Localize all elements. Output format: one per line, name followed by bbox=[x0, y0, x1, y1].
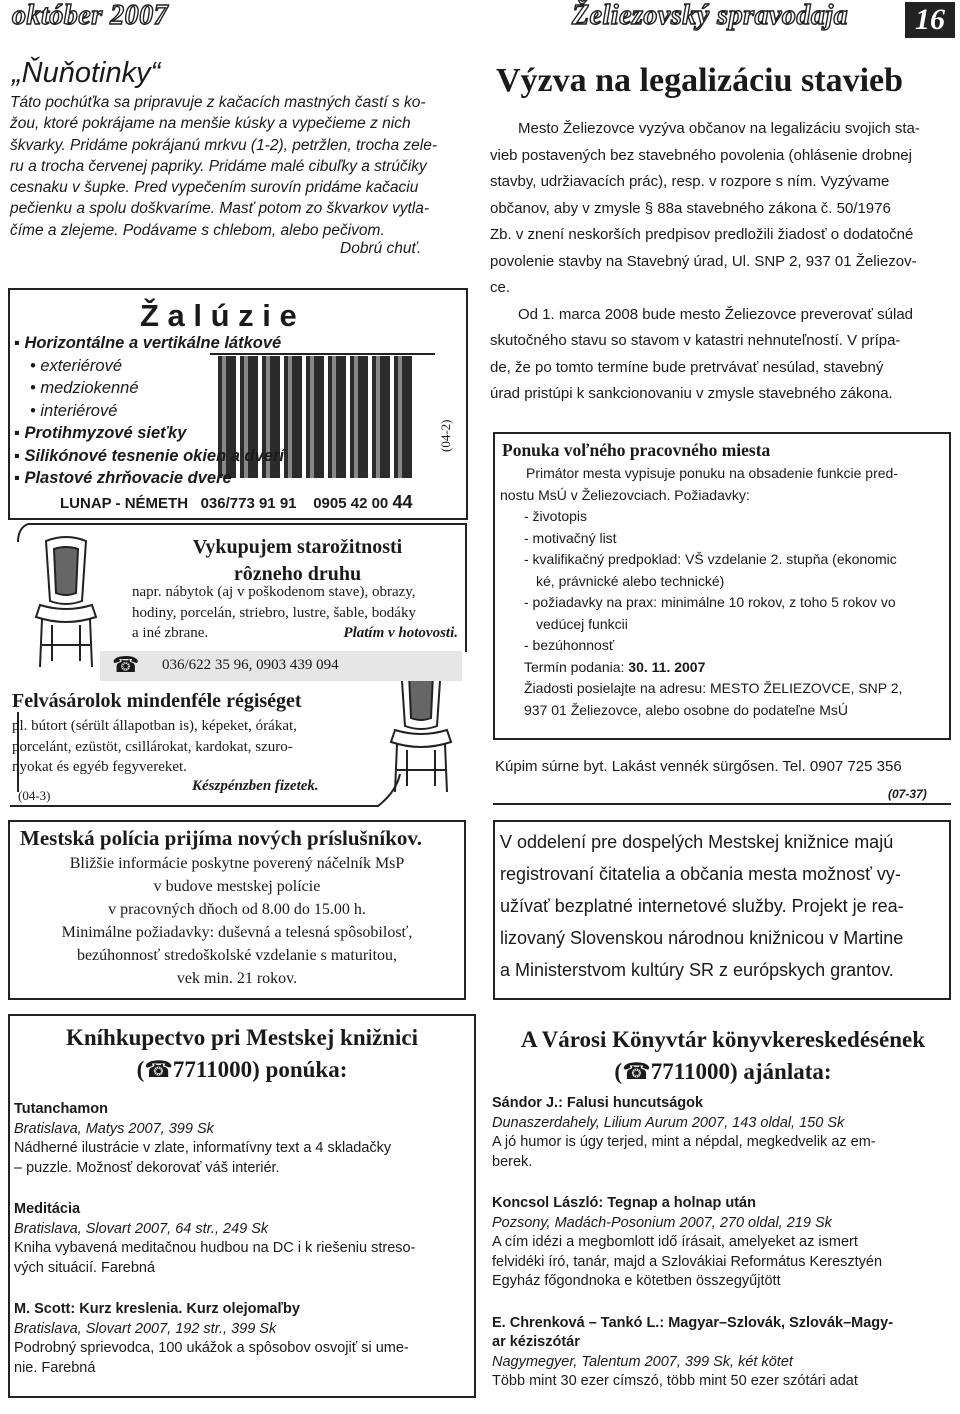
bullet-square-icon: ▪ bbox=[14, 424, 25, 442]
antiques-hu-line: pl. bútort (sérült állapotban is), képeket, órákat, bbox=[12, 718, 297, 734]
book-publisher: Bratislava, Slovart 2007, 64 str., 249 Sk bbox=[14, 1220, 269, 1237]
book-title: Tutanchamon bbox=[14, 1101, 108, 1117]
bullet-square-icon: ▪ bbox=[14, 469, 25, 487]
phone-icon: ☎ bbox=[112, 653, 140, 678]
job-req: - motivačný list bbox=[524, 529, 617, 546]
zaluzie-title: Ž a l ú z i e bbox=[140, 298, 297, 333]
book-publisher: Bratislava, Matys 2007, 399 Sk bbox=[14, 1120, 214, 1137]
police-line: v pracovných dňoch od 8.00 do 15.00 h. bbox=[108, 901, 366, 918]
job-req: vedúcej funkcii bbox=[536, 615, 628, 632]
book-desc: A jó humor is úgy terjed, mint a népdal, megkedvelik az em- bbox=[492, 1134, 876, 1150]
header-paper-title: Želiezovský spravodaja bbox=[572, 0, 849, 31]
library-notice-line: registrovaní čitatelia a občania mesta možnosť vy- bbox=[500, 864, 901, 884]
book-desc: Podrobný sprievodca, 100 ukážok a spôsobov osvojiť si ume- bbox=[14, 1340, 409, 1356]
police-line: v budove mestskej polície bbox=[153, 878, 321, 895]
zaluzie-contact bbox=[60, 492, 412, 513]
book-publisher: Bratislava, Slovart 2007, 192 str., 399 Sk bbox=[14, 1320, 277, 1337]
legal-line: úrad pristúpi k sankcionovaniu v zmysle stavebného zákona. bbox=[490, 385, 893, 402]
job-req: - požiadavky na prax: minimálne 10 rokov, z toho 5 rokov vo bbox=[524, 594, 896, 610]
recipe-line: žou, ktoré pokrájame na menšie kúsky a vypečieme z nich bbox=[10, 115, 411, 133]
book-desc: A cím idézi a megbomlott idő írásait, amelyeket az ismert bbox=[492, 1234, 858, 1250]
bookshop-hu-title-line: A Városi Könyvtár könyvkereskedésének bbox=[520, 1027, 926, 1052]
antiques-hu-pay: Készpénzben fizetek. bbox=[192, 778, 319, 794]
library-notice-line: užívať bezplatné internetové služby. Projekt je rea- bbox=[500, 896, 904, 916]
book-desc: Több mint 30 ezer címszó, több mint 50 ezer szótári adat bbox=[492, 1373, 858, 1389]
antiques-hu-line: nyokat és egyéb fegyvereket. bbox=[12, 759, 187, 775]
job-deadline-date: 30. 11. 2007 bbox=[628, 658, 706, 675]
book-title: Koncsol László: Tegnap a holnap után bbox=[492, 1195, 756, 1211]
classified-code: (07-37) bbox=[888, 787, 927, 801]
zaluzie-item: ▪ Silikónové tesnenie okien a dverí bbox=[14, 446, 284, 465]
book-item bbox=[492, 1094, 952, 1172]
zaluzie-item: ▪ Protihmyzové sieťky bbox=[14, 424, 187, 442]
recipe-line: ru a trocha červenej papriky. Pridáme malé cibuľky a strúčiky bbox=[10, 157, 427, 175]
recipe-line: cesnaku v šupke. Pred vypečením surovín pridáme kačaciu bbox=[10, 179, 419, 197]
header-date: október 2007 bbox=[12, 0, 169, 31]
book-title: Meditácia bbox=[14, 1201, 81, 1217]
antiques-body bbox=[132, 582, 462, 644]
zaluzie-code: (04-2) bbox=[438, 419, 453, 452]
book-title: M. Scott: Kurz kreslenia. Kurz olejomaľby bbox=[14, 1301, 300, 1317]
legal-line: ce. bbox=[490, 279, 511, 296]
book-desc: Kniha vybavená meditačnou hudbou na DC i k riešeniu streso- bbox=[14, 1240, 416, 1256]
book-desc: – puzzle. Možnosť dekorovať váš interiér. bbox=[14, 1159, 280, 1176]
bookshop-hu-list bbox=[492, 1094, 952, 1414]
contact-name: LUNAP - NÉMETH bbox=[60, 495, 189, 512]
phone-icon: ☎ bbox=[144, 1057, 173, 1083]
book-desc: nie. Farebná bbox=[14, 1359, 96, 1376]
job-req: - životopis bbox=[524, 508, 588, 524]
phone-icon: ☎ bbox=[622, 1059, 651, 1085]
job-title: Ponuka voľného pracovného miesta bbox=[502, 440, 771, 460]
bookshop-sk-phone: (☎7711000) ponúka: bbox=[136, 1057, 348, 1083]
legal-line: občanov, aby v zmysle § 88a stavebného zákona č. 50/1976 bbox=[490, 199, 891, 217]
recipe-line: škvarky. Pridáme pokrájanú mrkvu (1-2), petržlen, trocha zele- bbox=[10, 136, 437, 154]
legal-line: de, že po tomto termíne bude pretrvávať nesúlad, stavebný bbox=[490, 358, 884, 376]
zaluzie-item: ▪ Horizontálne a vertikálne látkové bbox=[14, 334, 282, 352]
book-title: ar kéziszótár bbox=[492, 1334, 580, 1350]
zaluzie-subitem: • interiérové bbox=[30, 401, 118, 420]
legal-line: skutočného stavu so stavom v katastri nehnuteľností. V prípa- bbox=[490, 332, 901, 349]
book-item bbox=[14, 1100, 472, 1178]
antiques-hu-line: porcelánt, ezüstöt, csillárokat, kardokat, szuro- bbox=[12, 738, 293, 755]
book-item bbox=[492, 1314, 952, 1392]
book-publisher: Dunaszerdahely, Lilium Aurum 2007, 143 oldal, 150 Sk bbox=[492, 1114, 845, 1131]
legal-title: Výzva na legalizáciu stavieb bbox=[496, 62, 904, 99]
recipe-title: „Ňuňotinky“ bbox=[12, 57, 161, 89]
zaluzie-item: ▪ Plastové zhrňovacie dvere bbox=[14, 469, 232, 487]
antiques-hu-title: Felvásárolok mindenféle régiséget bbox=[12, 690, 302, 712]
antiques-line: napr. nábytok (aj v poškodenom stave), obrazy, bbox=[132, 584, 416, 600]
library-notice-line: V oddelení pre dospelých Mestskej knižnice majú bbox=[500, 832, 894, 852]
police-title: Mestská polícia prijíma nových príslušníkov. bbox=[20, 826, 422, 850]
job-line: nostu MsÚ v Želiezovciach. Požiadavky: bbox=[500, 486, 750, 503]
book-desc: Nádherné ilustrácie v zlate, informatívny text a 4 skladačky bbox=[14, 1140, 392, 1156]
contact-phone: 036/773 91 91 bbox=[200, 495, 297, 512]
contact-mobile-end: 44 bbox=[392, 492, 413, 512]
antiques-title-line: Vykupujem starožitnosti bbox=[192, 536, 403, 558]
contact-mobile: 0905 42 00 bbox=[313, 495, 393, 512]
page-number: 16 bbox=[905, 2, 955, 38]
chair-icon bbox=[30, 535, 102, 675]
book-item bbox=[14, 1300, 472, 1378]
job-body bbox=[500, 463, 948, 721]
library-notice-line: lizovaný Slovenskou národnou knižnicou v Martine bbox=[500, 928, 904, 948]
legal-line: Mesto Želiezovce vyzýva občanov na legalizáciu svojich sta- bbox=[518, 120, 920, 137]
antiques-pay: Platím v hotovosti. bbox=[343, 625, 458, 641]
job-req: ké, právnické alebo technické) bbox=[536, 572, 725, 589]
library-notice-line: a Ministerstvom kultúry SR z európskych grantov. bbox=[500, 960, 894, 980]
library-notice-body bbox=[500, 826, 904, 986]
job-deadline: Termín podania: 30. 11. 2007 bbox=[524, 658, 706, 675]
divider bbox=[493, 803, 951, 805]
zaluzie-subitem: • medziokenné bbox=[30, 379, 139, 397]
antiques-title bbox=[175, 534, 420, 588]
recipe-line: pečienku a spolu doškvaríme. Masť potom zo škvarkov vytla- bbox=[10, 200, 429, 218]
antiques-code: (04-3) bbox=[18, 788, 51, 803]
book-desc: berek. bbox=[492, 1153, 533, 1170]
bullet-dot-icon: • bbox=[30, 356, 41, 375]
police-line: vek min. 21 rokov. bbox=[176, 970, 298, 987]
zaluzie-subitem: • exteriérové bbox=[30, 356, 122, 375]
job-line: Primátor mesta vypisuje ponuku na obsadenie funkcie pred- bbox=[526, 465, 898, 481]
legal-body bbox=[490, 116, 955, 408]
bookshop-sk-title-line: Kníhkupectvo pri Mestskej knižnici bbox=[65, 1025, 419, 1050]
bookshop-hu-title bbox=[486, 1024, 960, 1088]
book-item bbox=[492, 1194, 952, 1292]
recipe-body bbox=[10, 92, 460, 241]
recipe-line: Táto pochúťka sa pripravuje z kačacích mastných častí s ko- bbox=[10, 94, 426, 111]
police-body bbox=[8, 852, 466, 990]
antiques-phone: 036/622 35 96, 0903 439 094 bbox=[162, 657, 339, 673]
bullet-square-icon: ▪ bbox=[14, 334, 25, 352]
antiques-line: a iné zbrane. Platím v hotovosti. bbox=[132, 623, 462, 644]
bullet-dot-icon: • bbox=[30, 401, 41, 420]
book-desc: Egyház főgondnoka e kötetben összegyűjtött bbox=[492, 1273, 781, 1289]
police-line: bezúhonnosť stredoškolské vzdelanie s maturitou, bbox=[76, 947, 398, 964]
bullet-square-icon: ▪ bbox=[14, 446, 25, 465]
book-desc: felvidéki író, tanár, majd a Szlovákiai Református Keresztyén bbox=[492, 1253, 883, 1270]
recipe-sign: Dobrú chuť. bbox=[340, 240, 422, 257]
legal-line: povolenie stavby na Stavebný úrad, Ul. SNP 2, 937 01 Želiezov- bbox=[490, 252, 917, 270]
job-line: Žiadosti posielajte na adresu: MESTO ŽELIEZOVCE, SNP 2, bbox=[524, 680, 903, 696]
book-item bbox=[14, 1200, 472, 1278]
bookshop-sk-title bbox=[8, 1022, 476, 1086]
book-title: Sándor J.: Falusi huncutságok bbox=[492, 1095, 704, 1111]
chair-icon bbox=[385, 660, 457, 800]
book-desc: vých situácií. Farebná bbox=[14, 1259, 156, 1276]
legal-line: Zb. v znení neskorších predpisov predložili žiadosť o dodatočné bbox=[490, 226, 914, 243]
legal-line: stavby, udržiavacích prác), resp. v rozpore s ním. Vyzývame bbox=[490, 173, 890, 190]
book-publisher: Pozsony, Madách-Posonium 2007, 270 oldal, 219 Sk bbox=[492, 1214, 832, 1231]
zaluzie-list bbox=[14, 332, 284, 490]
book-title: E. Chrenková – Tankó L.: Magyar–Szlovák, Szlovák–Magy- bbox=[492, 1314, 894, 1331]
bookshop-sk-list bbox=[14, 1100, 472, 1400]
job-line: 937 01 Želiezovce, alebo osobne do podateľne MsÚ bbox=[524, 701, 848, 718]
antiques-title-line: rôzneho druhu bbox=[233, 563, 362, 585]
recipe-line: číme a zlejeme. Podávame s chlebom, alebo pečivom. bbox=[10, 221, 385, 239]
antiques-hu-body bbox=[12, 716, 297, 778]
legal-line: Od 1. marca 2008 bude mesto Želiezovce preverovať súlad bbox=[518, 305, 914, 323]
book-publisher: Nagymegyer, Talentum 2007, 399 Sk, két kötet bbox=[492, 1353, 793, 1370]
police-line: Minimálne požiadavky: duševná a telesná spôsobilosť, bbox=[61, 924, 413, 941]
bookshop-hu-phone: (☎7711000) ajánlata: bbox=[614, 1059, 832, 1085]
bullet-dot-icon: • bbox=[30, 379, 41, 397]
classified-text: Kúpim súrne byt. Lakást vennék sürgősen. Tel. 0907 725 356 bbox=[495, 758, 902, 775]
job-req: - bezúhonnosť bbox=[524, 637, 615, 653]
job-req: - kvalifikačný predpoklad: VŠ vzdelanie 2. stupňa (ekonomic bbox=[524, 551, 897, 567]
antiques-line: hodiny, porcelán, striebro, lustre, šable, bodáky bbox=[132, 604, 416, 621]
police-line: Bližšie informácie poskytne poverený náčelník MsP bbox=[69, 855, 405, 872]
legal-line: vieb postavených bez stavebného povolenia (ohlásenie drobnej bbox=[490, 146, 912, 164]
